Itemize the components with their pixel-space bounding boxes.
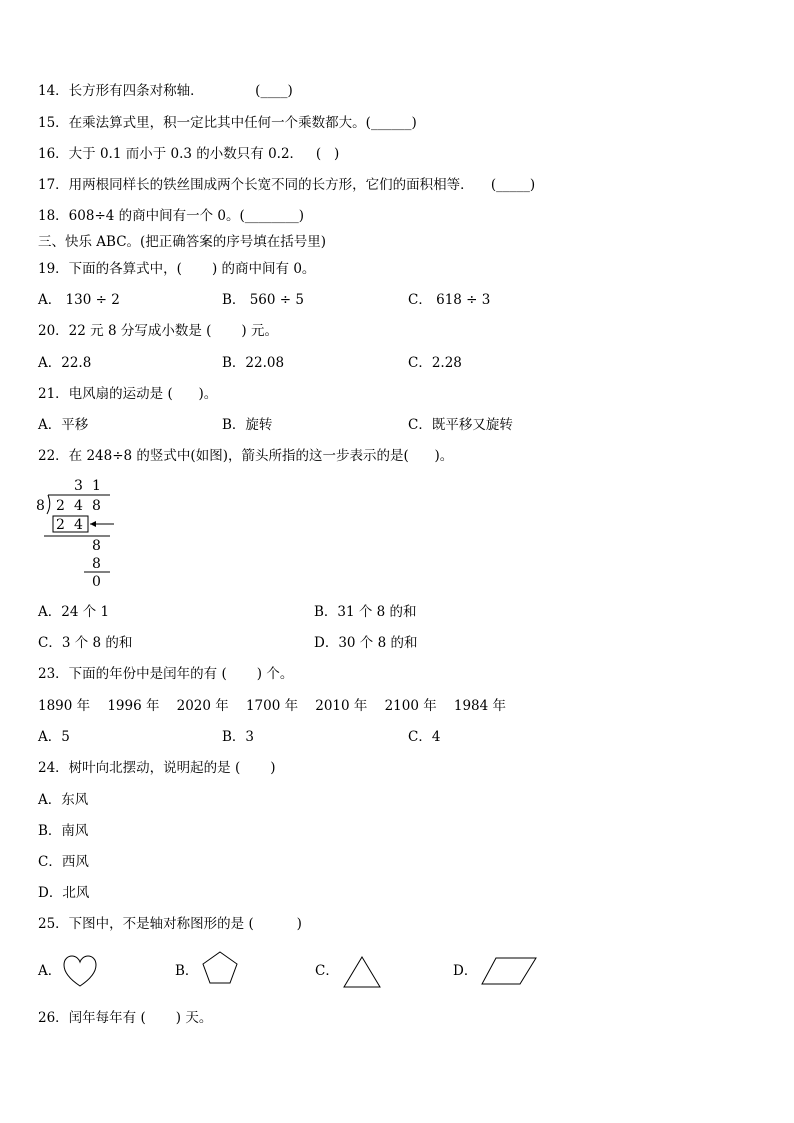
question-19: 19．下面的各算式中，( ) 的商中间有 0。 [38, 261, 316, 277]
question-14: 14．长方形有四条对称轴． (____) [38, 83, 293, 99]
division-bracket-lines [34, 475, 124, 590]
q23-years: 1890 年 1996 年 2020 年 1700 年 2010 年 2100 年 1984 年 [38, 698, 507, 714]
q25-option-c-label: C． [315, 963, 339, 979]
q21-option-a: A．平移 [38, 417, 89, 433]
q20-option-b: B．22.08 [222, 355, 285, 371]
quotient-digit: 3 [74, 478, 83, 494]
q25-option-b-label: B． [175, 963, 199, 979]
q24-option-b: B．南风 [38, 823, 89, 839]
q22-option-b: B．31 个 8 的和 [314, 604, 417, 620]
q23-option-a: A．5 [38, 729, 70, 745]
remainder-digit: 0 [92, 574, 101, 590]
q23-option-c: C．4 [408, 729, 441, 745]
q21-option-b: B．旋转 [222, 417, 273, 433]
step1-digit: 4 [74, 517, 83, 533]
q22-option-a: A．24 个 1 [38, 604, 110, 620]
question-18: 18．608÷4 的商中间有一个 0。(________) [38, 208, 305, 224]
question-20: 20．22 元 8 分写成小数是 ( ) 元。 [38, 323, 278, 339]
question-16: 16．大于 0.1 而小于 0.3 的小数只有 0.2． ( ) [38, 146, 340, 162]
q19-option-c: C． 618 ÷ 3 [408, 292, 491, 308]
question-24: 24．树叶向北摆动，说明起的是 ( ) [38, 760, 276, 776]
question-25: 25．下图中，不是轴对称图形的是 ( ) [38, 916, 302, 932]
step3-digit: 8 [92, 556, 101, 572]
section-3-heading: 三、快乐 ABC。(把正确答案的序号填在括号里) [38, 234, 327, 250]
q20-option-c: C．2.28 [408, 355, 462, 371]
question-15: 15．在乘法算式里，积一定比其中任何一个乘数都大。(______) [38, 115, 417, 131]
q19-option-b: B． 560 ÷ 5 [222, 292, 304, 308]
dividend-digit: 4 [74, 498, 83, 514]
q22-option-c: C．3 个 8 的和 [38, 635, 133, 651]
pentagon-icon [201, 950, 239, 986]
question-17: 17．用两根同样长的铁丝围成两个长宽不同的长方形，它们的面积相等． (_____) [38, 177, 536, 193]
q20-option-a: A．22.8 [38, 355, 92, 371]
q24-option-d: D．北风 [38, 885, 90, 901]
dividend-digit: 8 [92, 498, 101, 514]
long-division-figure [34, 475, 124, 590]
q24-option-a: A．东风 [38, 792, 89, 808]
step1-digit: 2 [56, 517, 65, 533]
question-21: 21．电风扇的运动是 ( )。 [38, 386, 218, 402]
parallelogram-icon [480, 956, 538, 986]
q22-option-d: D．30 个 8 的和 [314, 635, 418, 651]
divisor-digit: 8 [36, 498, 45, 514]
step2-digit: 8 [92, 538, 101, 554]
q24-option-c: C．西风 [38, 854, 89, 870]
dividend-digit: 2 [56, 498, 65, 514]
q21-option-c: C．既平移又旋转 [408, 417, 513, 433]
quotient-digit: 1 [92, 478, 101, 494]
question-26: 26．闰年每年有 ( ) 天。 [38, 1010, 213, 1026]
q19-option-a: A． 130 ÷ 2 [38, 292, 120, 308]
heart-icon [62, 954, 98, 988]
question-22: 22．在 248÷8 的竖式中(如图)，箭头所指的这一步表示的是( )。 [38, 448, 454, 464]
q23-option-b: B．3 [222, 729, 255, 745]
triangle-icon [342, 955, 382, 989]
question-23: 23．下面的年份中是闰年的有 ( ) 个。 [38, 666, 294, 682]
q25-option-a-label: A． [38, 963, 62, 979]
q25-option-d-label: D． [453, 963, 478, 979]
